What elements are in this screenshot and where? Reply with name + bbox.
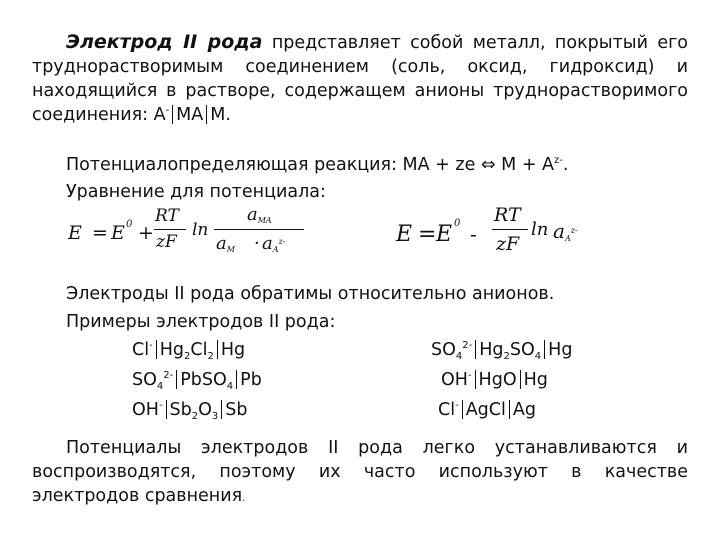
conclusion-end: . [242, 493, 246, 504]
eq2-ln: ln [531, 219, 549, 240]
phase-boundary [172, 105, 173, 124]
eq1-activity-bar [214, 229, 304, 230]
reaction-end: . [562, 155, 569, 175]
intro-anion-charge: - [165, 105, 170, 116]
reaction-right: M + A [495, 155, 555, 175]
eq2-E0: E [436, 222, 453, 247]
intro-ma: MA [176, 105, 204, 125]
eq1-a-m: aM [216, 233, 235, 254]
eq2-equals: = [418, 222, 437, 247]
equation-label: Уравнение для потенциала: [66, 182, 326, 202]
conclusion-text: Потенциалы электродов II рода легко устанавливаются и воспроизводятся, поэтому их часто используют в качестве электродов сравнения [32, 438, 688, 506]
conclusion-paragraph [32, 436, 688, 511]
eq2-a-anion: $aA^{z-}$ [553, 219, 578, 243]
examples-label: Примеры электродов II рода: [66, 312, 336, 332]
eq1-numerator: RT [155, 206, 179, 226]
intro-text: представляет собой металл, покрытый его труднорастворимым соединением (соль, оксид, гидроксид) и находящийся в растворе, содержащем анионы труднорастворимого соединения: A [32, 33, 688, 125]
eq2-numerator: RT [494, 204, 521, 226]
eq1-equals: = [92, 222, 108, 244]
example-l3: OH- $Sb_2O_3$ Sb [132, 400, 248, 422]
eq2-minus: - [470, 222, 477, 246]
example-r3: Cl- AgCl Ag [438, 400, 536, 420]
eq1-fraction-bar [154, 229, 186, 230]
eq1-zero: 0 [126, 219, 133, 230]
eq1-ln: ln [192, 220, 209, 240]
eq1-a-ma: aMA [247, 204, 272, 225]
example-r1: $SO_4^{2-}$ $Hg_2SO_4$ Hg [431, 340, 573, 362]
eq1-E0: E [111, 222, 125, 244]
eq1-dot: · [254, 233, 260, 254]
intro-m: M. [210, 105, 231, 125]
intro-paragraph [32, 30, 688, 127]
eq1-E: E [68, 222, 82, 244]
equilibrium-arrow-icon: ⇔ [480, 155, 496, 175]
reaction-line [66, 153, 568, 177]
term-electrode-ii: Электрод II рода [66, 31, 263, 53]
eq2-zero: 0 [454, 218, 461, 229]
eq2-denominator: zF [496, 233, 520, 255]
example-r2: OH- HgO Hg [441, 370, 548, 390]
eq1-denominator: zF [156, 232, 177, 252]
reversible-statement: Электроды II рода обратимы относительно анионов. [66, 284, 555, 304]
eq2-E: E [396, 222, 413, 247]
eq1-a-anion: $aA^{z-}$ [262, 233, 286, 254]
eq2-fraction-bar [492, 229, 528, 230]
reaction-label: Потенциалопределяющая реакция: MA + ze [66, 155, 481, 175]
eq1-plus: + [138, 222, 154, 244]
example-l1: Cl- $Hg_2Cl_2$ Hg [132, 340, 246, 362]
phase-boundary [206, 105, 207, 124]
example-l2: $SO_4^{2-}$ PbSO$_4$ Pb [132, 370, 262, 392]
reaction-charge: z- [554, 155, 563, 166]
